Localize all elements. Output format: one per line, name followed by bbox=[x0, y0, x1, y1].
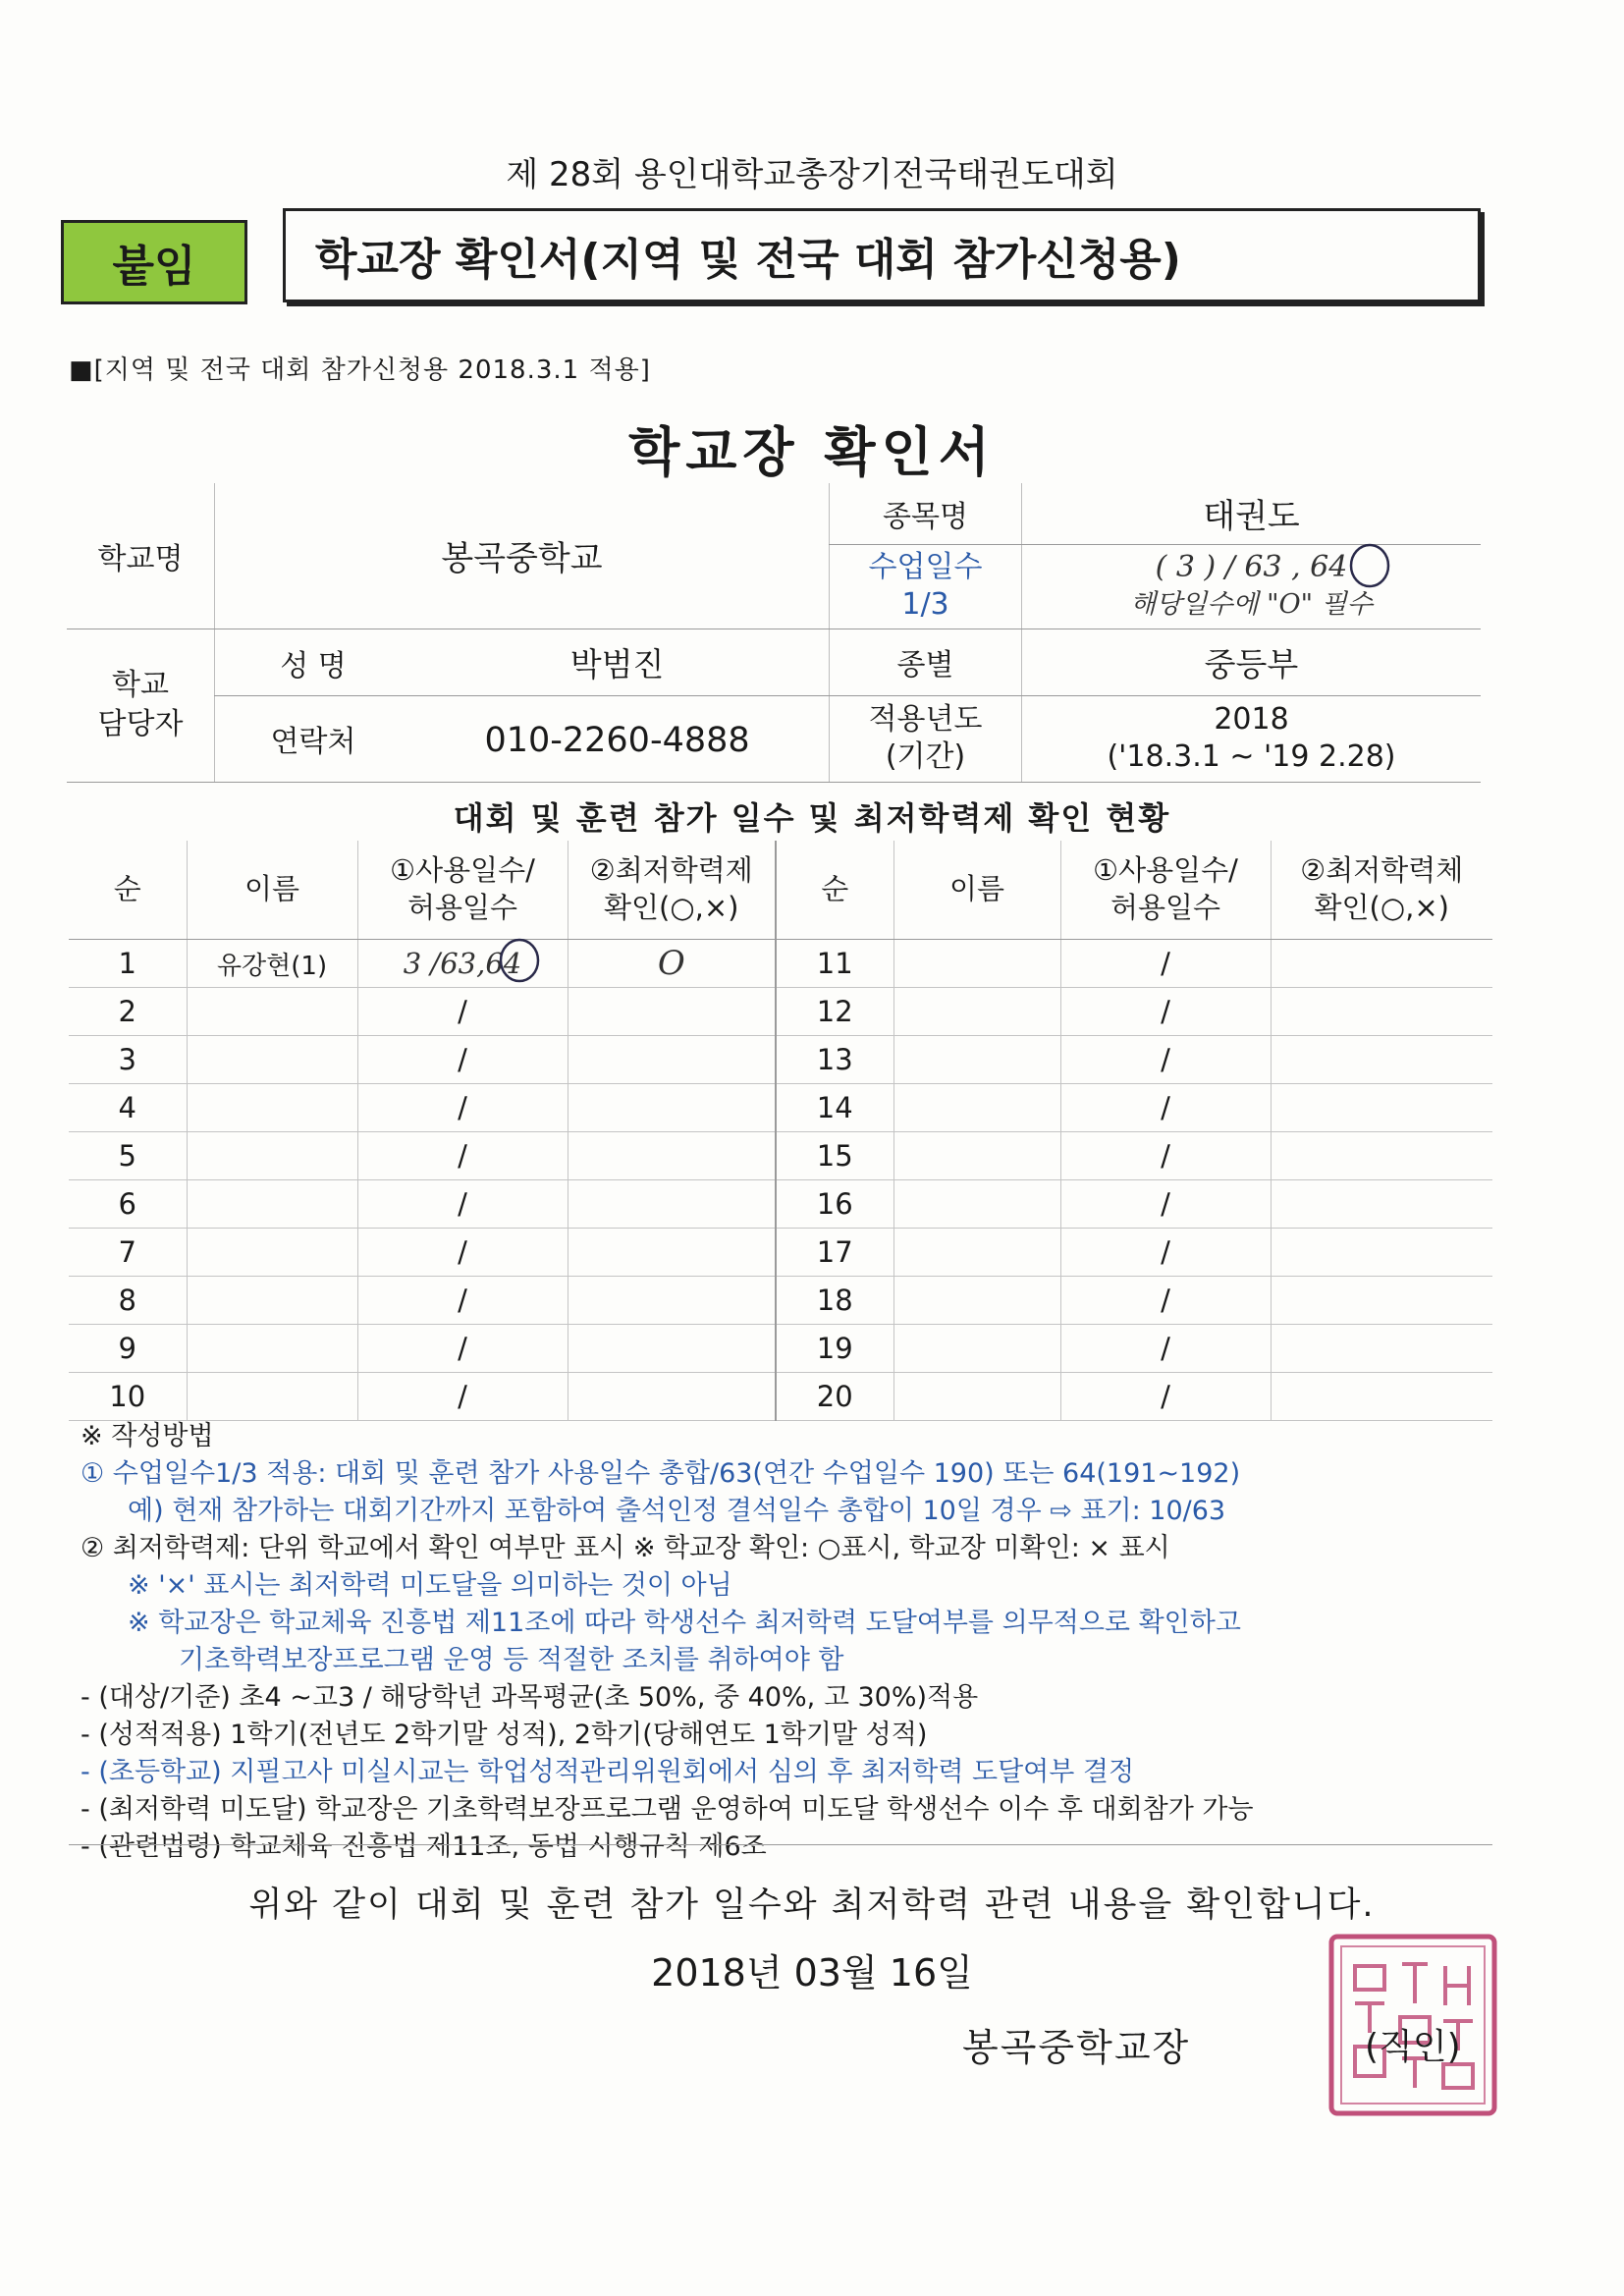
row-number: 19 bbox=[776, 1325, 893, 1373]
row-number: 20 bbox=[776, 1373, 893, 1421]
row-number: 6 bbox=[69, 1180, 187, 1229]
document-title: 학교장 확인서 bbox=[628, 421, 996, 483]
row-min-check bbox=[568, 1084, 776, 1132]
table-row bbox=[69, 1229, 1492, 1277]
row-number: 11 bbox=[776, 940, 893, 988]
school-info-table bbox=[67, 483, 1481, 783]
row-number: 15 bbox=[776, 1132, 893, 1180]
row-name bbox=[893, 1277, 1060, 1325]
attachment-badge: 붙임 bbox=[61, 220, 247, 304]
table-row bbox=[69, 1132, 1492, 1180]
row-min-check bbox=[568, 988, 776, 1036]
circle-mark-icon bbox=[1348, 542, 1391, 589]
row-name bbox=[893, 1036, 1060, 1084]
row-days: / bbox=[1060, 1180, 1271, 1229]
instructions-title: ※ 작성방법 bbox=[81, 1421, 214, 1451]
year-label-2: (기간) bbox=[885, 739, 966, 774]
row-min-check bbox=[568, 1373, 776, 1421]
participants-body bbox=[69, 940, 1492, 1421]
contact-group-label-1: 학교 bbox=[112, 668, 169, 702]
row-days: / bbox=[357, 1277, 568, 1325]
year-value-year: 2018 bbox=[1214, 702, 1289, 737]
row-min-check bbox=[568, 1036, 776, 1084]
class-days-count: ( 3 ) / 63 , 64 bbox=[1155, 550, 1348, 584]
instruction-line: 기초학력보장프로그램 운영 등 적절한 조치를 취하여야 함 bbox=[179, 1645, 844, 1675]
row-name bbox=[893, 1373, 1060, 1421]
row-min-check bbox=[568, 1325, 776, 1373]
row-days: / bbox=[357, 1132, 568, 1180]
row-days: / bbox=[357, 1325, 568, 1373]
row-days: / bbox=[357, 1084, 568, 1132]
row-number: 10 bbox=[69, 1373, 187, 1421]
row-min-check bbox=[1271, 1325, 1492, 1373]
col-min-left bbox=[568, 841, 776, 940]
row-name bbox=[187, 1229, 357, 1277]
contact-group-label bbox=[67, 629, 215, 782]
row-name bbox=[187, 1325, 357, 1373]
row-number: 4 bbox=[69, 1084, 187, 1132]
instruction-line: - (최저학력 미도달) 학교장은 기초학력보장프로그램 운영하여 미도달 학생선수 이수 후 대회참가 가능 bbox=[81, 1794, 1254, 1825]
contact-phone-cell bbox=[215, 695, 830, 782]
instruction-line: - (초등학교) 지필고사 미실시교는 학업성적관리위원회에서 심의 후 최저학력 도달여부 결정 bbox=[81, 1757, 1135, 1787]
col-name-left: 이름 bbox=[187, 841, 357, 940]
row-min-check bbox=[1271, 1373, 1492, 1421]
row-number: 7 bbox=[69, 1229, 187, 1277]
instruction-line: ② 최저학력제: 단위 학교에서 확인 여부만 표시 ※ 학교장 확인: ○표시, 학교장 미확인: × 표시 bbox=[81, 1533, 1170, 1563]
row-name bbox=[187, 1277, 357, 1325]
col-days-left-1: ①사용일수/ bbox=[390, 853, 535, 888]
row-min-check bbox=[1271, 1277, 1492, 1325]
contact-name-cell bbox=[215, 629, 830, 695]
col-min-right-1: ②최저학력체 bbox=[1300, 853, 1464, 888]
circle-mark-icon bbox=[498, 937, 541, 984]
row-days: / bbox=[357, 1373, 568, 1421]
instruction-line: - (대상/기준) 초4 ~고3 / 해당학년 과목평균(초 50%, 중 40%, 고 30%)적용 bbox=[81, 1682, 979, 1713]
phone-label: 연락처 bbox=[270, 725, 356, 759]
instruction-line: - (관련법령) 학교체육 진흥법 제11조, 동법 시행규칙 제6조 bbox=[81, 1831, 767, 1862]
col-min-right-2: 확인(○,×) bbox=[1314, 891, 1449, 924]
row-name bbox=[187, 1084, 357, 1132]
instruction-line: ※ '×' 표시는 최저학력 미도달을 의미하는 것이 아님 bbox=[128, 1570, 732, 1601]
row-days: / bbox=[357, 1180, 568, 1229]
col-days-right-2: 허용일수 bbox=[1110, 891, 1221, 924]
row-days: / bbox=[1060, 1373, 1271, 1421]
table-row bbox=[69, 1180, 1492, 1229]
row-days: / bbox=[1060, 1325, 1271, 1373]
instruction-line: ① 수업일수1/3 적용: 대회 및 훈련 참가 사용일수 총합/63(연간 수업일수 190) 또는 64(191~192) bbox=[81, 1458, 1241, 1489]
class-days-label-2: 1/3 bbox=[901, 587, 949, 622]
table-row bbox=[69, 1277, 1492, 1325]
col-min-left-1: ②최저학력제 bbox=[589, 853, 753, 888]
row-name bbox=[187, 1373, 357, 1421]
participants-table bbox=[69, 841, 1492, 1421]
instruction-line: 예) 현재 참가하는 대회기간까지 포함하여 출석인정 결석일수 총합이 10일 경우 ⇨ 표기: 10/63 bbox=[128, 1496, 1226, 1526]
col-min-left-2: 확인(○,×) bbox=[604, 891, 739, 924]
col-days-right-1: ①사용일수/ bbox=[1093, 853, 1238, 888]
row-number: 16 bbox=[776, 1180, 893, 1229]
row-name bbox=[187, 988, 357, 1036]
year-label-1: 적용년도 bbox=[868, 702, 983, 737]
row-days: / bbox=[357, 1229, 568, 1277]
name-value: 박범진 bbox=[569, 644, 665, 683]
event-title: 제 28회 용인대학교총장기전국태권도대회 bbox=[506, 155, 1118, 194]
row-number: 13 bbox=[776, 1036, 893, 1084]
col-no-left: 순 bbox=[69, 841, 187, 940]
row-name: 유강현(1) bbox=[187, 940, 357, 988]
row-days: / bbox=[1060, 1277, 1271, 1325]
row-min-check bbox=[568, 1229, 776, 1277]
seal-label: (직인) bbox=[1365, 2027, 1461, 2067]
table-row bbox=[69, 1084, 1492, 1132]
row-name bbox=[187, 1036, 357, 1084]
table-row bbox=[69, 1325, 1492, 1373]
row-days: / bbox=[1060, 1084, 1271, 1132]
row-days: / bbox=[1060, 940, 1271, 988]
col-days-left bbox=[357, 841, 568, 940]
row-days: / bbox=[357, 1036, 568, 1084]
row-number: 9 bbox=[69, 1325, 187, 1373]
row-min-check bbox=[1271, 1132, 1492, 1180]
row-name bbox=[893, 1180, 1060, 1229]
instructions-lines bbox=[81, 1455, 1514, 1866]
participants-heading: 대회 및 훈련 참가 일수 및 최저학력제 확인 현황 bbox=[453, 799, 1171, 837]
row-min-check bbox=[1271, 1180, 1492, 1229]
class-days-label bbox=[830, 544, 1022, 629]
row-days: / bbox=[1060, 988, 1271, 1036]
row-min-check bbox=[568, 1277, 776, 1325]
col-days-left-2: 허용일수 bbox=[406, 891, 518, 924]
row-days: / bbox=[1060, 1036, 1271, 1084]
col-days-right bbox=[1060, 841, 1271, 940]
row-number: 18 bbox=[776, 1277, 893, 1325]
row-number: 8 bbox=[69, 1277, 187, 1325]
col-min-right bbox=[1271, 841, 1492, 940]
row-min-check bbox=[568, 1180, 776, 1229]
row-name bbox=[187, 1132, 357, 1180]
instruction-line: ※ 학교장은 학교체육 진흥법 제11조에 따라 학생선수 최저학력 도달여부를 의무적으로 확인하고 bbox=[128, 1608, 1241, 1638]
row-days: 3 /63,64 bbox=[357, 940, 568, 988]
row-number: 12 bbox=[776, 988, 893, 1036]
sport-label: 종목명 bbox=[830, 483, 1022, 544]
category-label: 종별 bbox=[830, 629, 1022, 695]
confirmation-text: 위와 같이 대회 및 훈련 참가 일수와 최저학력 관련 내용을 확인합니다. bbox=[248, 1886, 1376, 1925]
row-days: / bbox=[1060, 1132, 1271, 1180]
year-label bbox=[830, 695, 1022, 782]
table-row bbox=[69, 1373, 1492, 1421]
divider bbox=[69, 1844, 1492, 1845]
name-label: 성 명 bbox=[280, 648, 347, 683]
row-name bbox=[893, 940, 1060, 988]
row-number: 5 bbox=[69, 1132, 187, 1180]
col-name-right: 이름 bbox=[893, 841, 1060, 940]
row-min-check bbox=[568, 1132, 776, 1180]
row-min-check bbox=[1271, 1229, 1492, 1277]
table-row bbox=[69, 988, 1492, 1036]
instruction-line: - (성적적용) 1학기(전년도 2학기말 성적), 2학기(당해연도 1학기말 성적) bbox=[81, 1720, 928, 1750]
contact-group-label-2: 담당자 bbox=[97, 707, 184, 741]
row-min-check: O bbox=[568, 940, 776, 988]
row-min-check bbox=[1271, 1084, 1492, 1132]
instructions bbox=[81, 1418, 1514, 1866]
class-days-label-1: 수업일수 bbox=[868, 550, 983, 584]
row-days: / bbox=[357, 988, 568, 1036]
class-days-value bbox=[1022, 544, 1482, 629]
phone-value: 010-2260-4888 bbox=[484, 721, 750, 760]
col-no-right: 순 bbox=[776, 841, 893, 940]
row-name bbox=[893, 988, 1060, 1036]
principal-name: 봉곡중학교장 bbox=[962, 2026, 1191, 2069]
row-days: / bbox=[1060, 1229, 1271, 1277]
row-min-check bbox=[1271, 988, 1492, 1036]
year-value bbox=[1022, 695, 1482, 782]
row-number: 17 bbox=[776, 1229, 893, 1277]
row-name bbox=[187, 1180, 357, 1229]
sport-value: 태권도 bbox=[1022, 483, 1482, 544]
issue-date: 2018년 03월 16일 bbox=[651, 1951, 973, 1995]
row-min-check bbox=[1271, 940, 1492, 988]
application-note: ■[지역 및 전국 대회 참가신청용 2018.3.1 적용] bbox=[69, 355, 651, 385]
row-min-check bbox=[1271, 1036, 1492, 1084]
school-value: 봉곡중학교 bbox=[215, 483, 830, 629]
row-name bbox=[893, 1132, 1060, 1180]
category-value: 중등부 bbox=[1022, 629, 1482, 695]
row-name bbox=[893, 1229, 1060, 1277]
table-row bbox=[69, 940, 1492, 988]
table-row bbox=[69, 1036, 1492, 1084]
form-title: 학교장 확인서(지역 및 전국 대회 참가신청용) bbox=[283, 208, 1481, 302]
row-number: 3 bbox=[69, 1036, 187, 1084]
class-days-note: 해당일수에 "O" 필수 bbox=[1130, 589, 1373, 620]
row-name bbox=[893, 1084, 1060, 1132]
year-value-period: ('18.3.1 ~ '19 2.28) bbox=[1107, 739, 1396, 774]
row-number: 2 bbox=[69, 988, 187, 1036]
row-number: 14 bbox=[776, 1084, 893, 1132]
row-number: 1 bbox=[69, 940, 187, 988]
school-label: 학교명 bbox=[67, 483, 215, 629]
row-name bbox=[893, 1325, 1060, 1373]
